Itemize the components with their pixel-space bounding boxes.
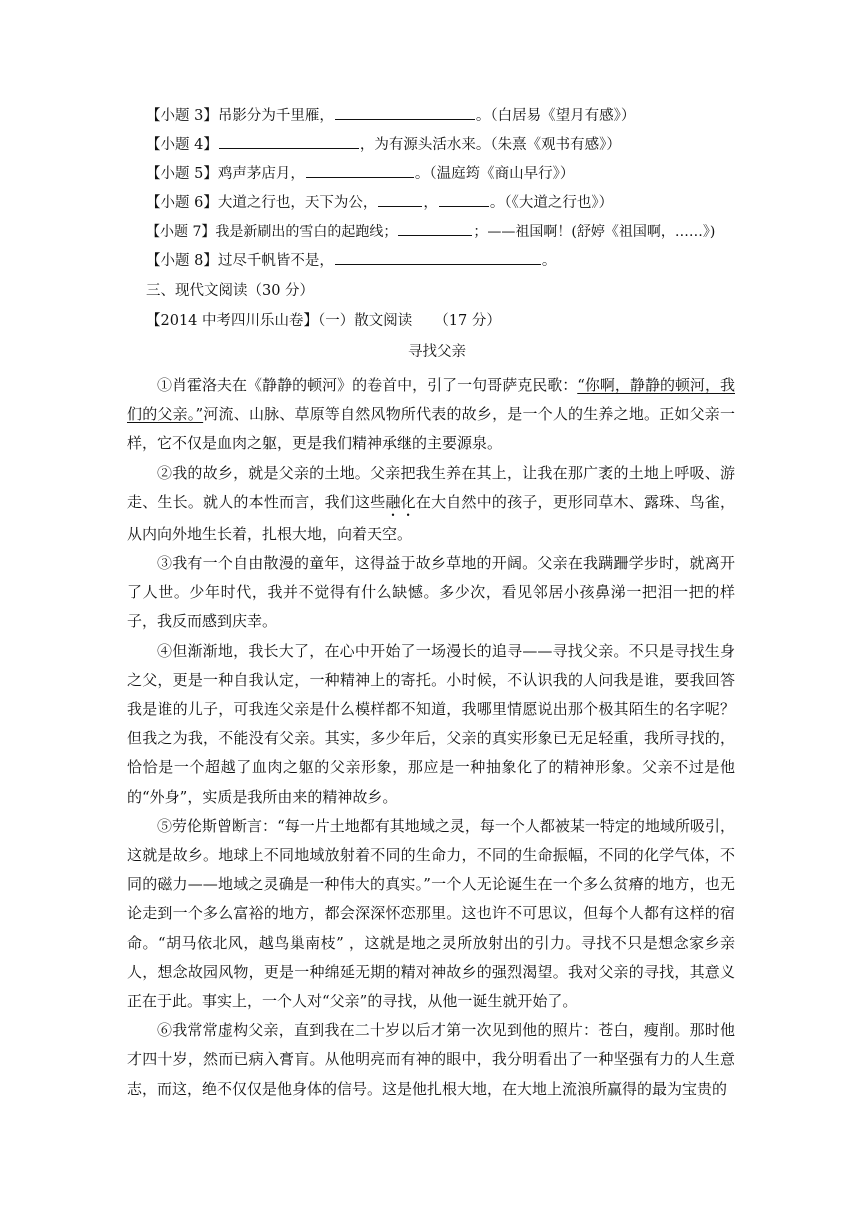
question-3 <box>146 102 766 131</box>
question-tag: 【小题 4】 <box>146 137 218 153</box>
answer-blank[interactable] <box>398 218 472 236</box>
paragraph-text: 在大自然中的孩子，更形同草木、露珠、鸟雀，从内向外地生长着，扎根大地，向着天空。 <box>127 492 735 543</box>
paragraph-1 <box>127 371 735 459</box>
answer-blank[interactable] <box>335 102 475 120</box>
question-tag: 【小题 7】 <box>146 224 216 240</box>
fill-in-questions <box>146 102 766 276</box>
paragraph-4: ④但渐渐地，我长大了，在心中开始了一场漫长的追寻——寻找父亲。不只是寻找生身之父，更是一种自我认定，一种精神上的寄托。小时候，不认识我的人问我是谁，要我回答我是谁的儿子，可我连父亲是什么模样都不知道，我哪里情愿说出那个极其陌生的名字呢？但我之为我，不能没有父亲。其实，多少年后，父亲的真实形象已无足轻重，我所寻找的，恰恰是一个超越了血肉之躯的父亲形象，那应是一种抽象化了的精神形象。父亲不过是他的“外身”，实质是我所由来的精神故乡。 <box>127 641 735 806</box>
answer-blank[interactable] <box>335 247 541 265</box>
question-text: 我是新刷出的雪白的起跑线； <box>215 224 398 240</box>
paragraph-3: ③我有一个自由散漫的童年，这得益于故乡草地的开阔。父亲在我蹒跚学步时，就离开了人世。少年时代，我并不觉得有什么缺憾。多少次，看见邻居小孩鼻涕一把泪一把的样子，我反而感到庆幸。 <box>127 554 735 631</box>
paragraph-text: 河流、山脉、草原等自然风物所代表的故乡，是一个人的生养之地。正如父亲一样，它不仅是血肉之躯，更是我们精神承继的主要源泉。 <box>127 405 735 453</box>
article-title: 寻找父亲 <box>408 344 466 360</box>
question-text: 过尽千帆皆不是， <box>217 253 334 269</box>
paragraph-2 <box>127 459 735 549</box>
question-tag: 【小题 3】 <box>146 108 218 124</box>
paragraph-6: ⑥我常常虚构父亲，直到我在二十岁以后才第一次见到他的照片：苍白，瘦削。那时他才四十岁，然而已病入膏肓。从他明亮而有神的眼中，我分明看出了一种坚强有力的人生意志，而这，绝不仅仅是他身体的信号。这是他扎根大地，在大地上流浪所赢得的最为宝贵的 <box>127 1021 735 1098</box>
question-tag: 【小题 8】 <box>146 253 218 269</box>
question-8 <box>146 247 766 276</box>
answer-blank[interactable] <box>378 189 422 207</box>
underlined-quote: “你啊，静静的顿河，我们的父亲。” <box>127 376 735 424</box>
paragraph-5: ⑤劳伦斯曾断言：“每一片土地都有其地域之灵，每一个人都被某一特定的地域所吸引，这就是故乡。地球上不同地域放射着不同的生命力，不同的生命振幅，不同的化学气体，不同的磁力——地域之灵确是一种伟大的真实。”一个人无论诞生在一个多么贫瘠的地方，也无论走到一个多么富裕的地方，都会深深怀恋那里。这也许不可思议，但每个人都有这样的宿命。“胡马依北风，越鸟巢南枝” ，这就是地之灵所放射出的引力。寻找不只是想念家乡亲人，想念故园风物，更是一种绵延无期的精对神故乡的强烈渴望。我对父亲的寻找，其意义正在于此。事实上，一个人对“父亲”的寻找，从他一诞生就开始了。 <box>127 816 735 1011</box>
section-score: （17 分） <box>434 313 501 329</box>
question-source: 。 <box>541 253 557 269</box>
question-text: 吊影分为千里雁， <box>217 108 334 124</box>
section-heading: 三、现代文阅读（30 分） <box>146 283 315 299</box>
exam-source-line <box>146 307 501 335</box>
question-text: 鸡声茅店月， <box>217 166 305 182</box>
paragraph-text: ①肖霍洛夫在《静静的顿河》的卷首中，引了一句哥萨克民歌： <box>157 376 578 394</box>
separator: ， <box>423 195 438 211</box>
paragraph-text: ②我的故乡，就是父亲的土地。父亲把我生养在其上，让我在那广袤的土地上呼吸、游走、生长。就人的本性而言，我们这些 <box>127 463 735 511</box>
question-source: 。（《大道之行也》） <box>489 195 614 211</box>
question-tag: 【小题 5】 <box>146 166 218 182</box>
question-source: ，为有源头活水来。（朱熹《观书有感》） <box>359 137 621 153</box>
exam-source: 【2014 中考四川乐山卷】（一）散文阅读 <box>146 313 413 329</box>
question-tag: 【小题 6】 <box>146 195 218 211</box>
question-5 <box>146 160 766 189</box>
answer-blank[interactable] <box>439 189 489 207</box>
answer-blank[interactable] <box>306 160 414 178</box>
dotted-word: 融化 <box>385 492 416 511</box>
question-text: 大道之行也，天下为公， <box>217 195 378 211</box>
question-source: 。（温庭筠《商山早行》） <box>414 166 575 182</box>
answer-blank[interactable] <box>219 131 359 149</box>
question-source: ；——祖国啊！(舒婷《祖国啊，……》) <box>473 224 716 240</box>
question-4 <box>146 131 766 160</box>
question-6 <box>146 189 766 218</box>
question-source: 。（白居易《望月有感》） <box>475 108 636 124</box>
article-body <box>127 371 735 1104</box>
question-7 <box>146 218 766 247</box>
